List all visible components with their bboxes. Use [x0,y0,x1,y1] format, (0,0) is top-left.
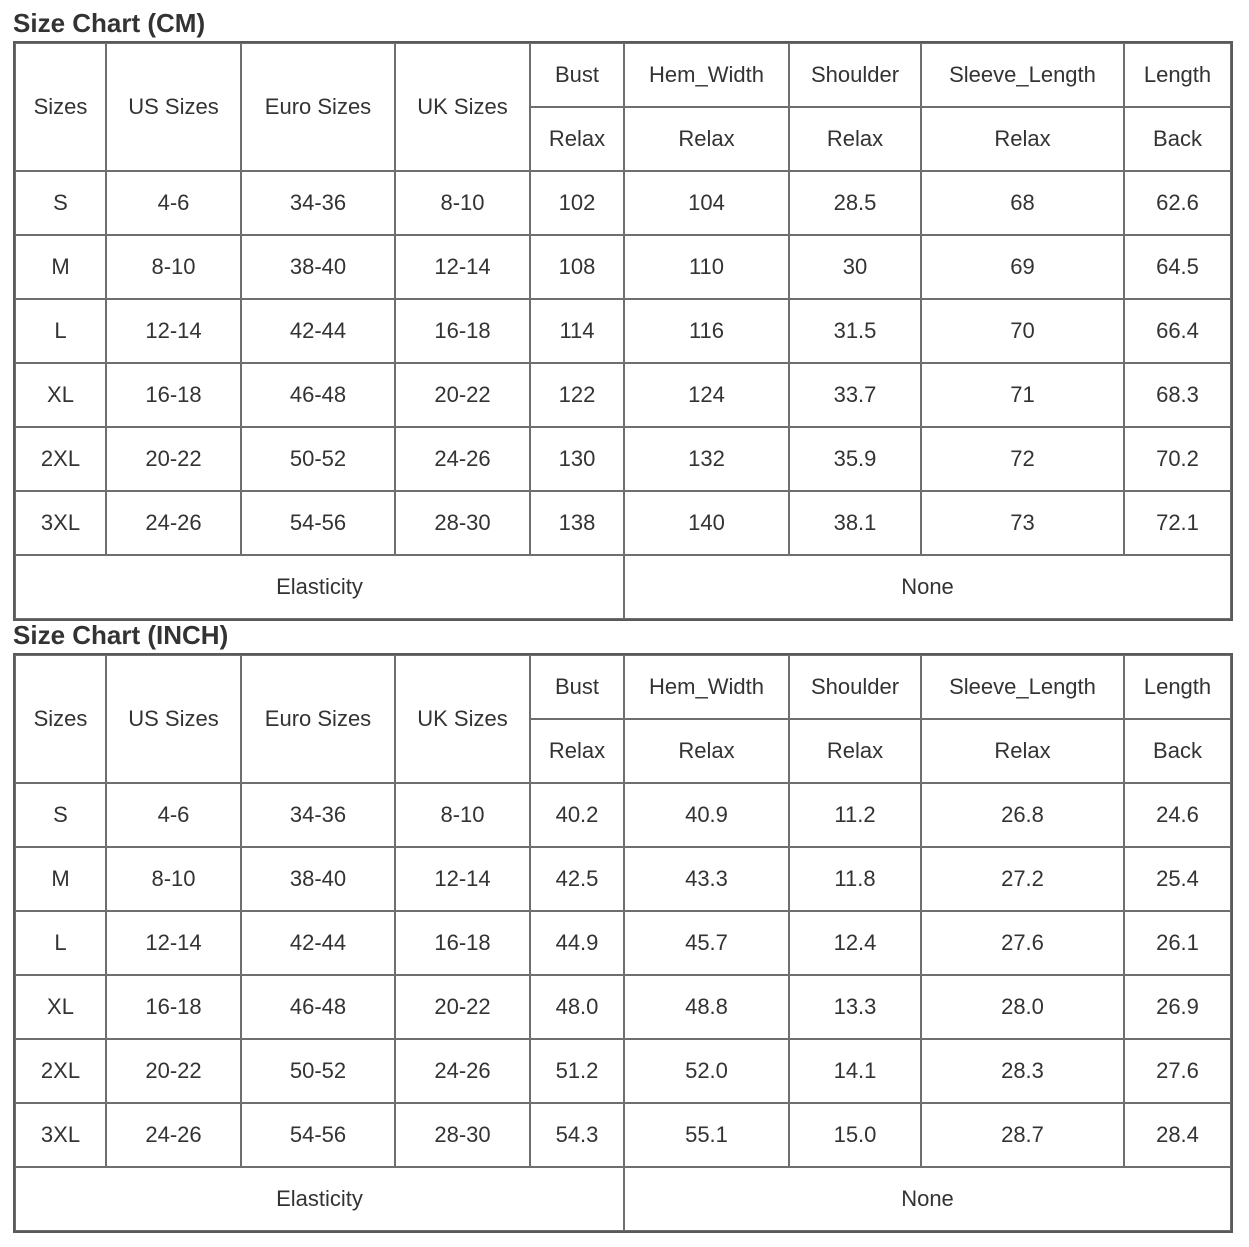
size-chart-cm-table [13,41,1233,621]
table-cell: 28.0 [921,975,1124,1039]
table-cell: 68 [921,171,1124,235]
table-cell: 8-10 [106,847,241,911]
size-chart-inch-table [13,653,1233,1233]
table-cell: 42.5 [530,847,624,911]
table-cell: 8-10 [395,783,530,847]
header-uk-sizes: UK Sizes [395,655,530,783]
table-cell: 50-52 [241,427,395,491]
table-cell: 69 [921,235,1124,299]
table-row [15,783,1231,847]
table-cell: 40.2 [530,783,624,847]
table-cell: 46-48 [241,975,395,1039]
table-cell: 138 [530,491,624,555]
header-shoulder: Shoulder [789,655,921,719]
table-cell: 124 [624,363,789,427]
table-cell: 40.9 [624,783,789,847]
table-cell: S [15,783,106,847]
table-cell: 20-22 [106,1039,241,1103]
table-cell: 71 [921,363,1124,427]
table-cell: 24-26 [395,1039,530,1103]
header-length: Length [1124,655,1231,719]
table-cell: 24-26 [106,491,241,555]
subheader-hem-width: Relax [624,107,789,171]
table-row [15,847,1231,911]
header-hem-width: Hem_Width [624,655,789,719]
table-cell: 11.2 [789,783,921,847]
table-cell: 62.6 [1124,171,1231,235]
table-cell: 34-36 [241,171,395,235]
table-cell: 72 [921,427,1124,491]
table-cell: 28-30 [395,491,530,555]
header-uk-sizes: UK Sizes [395,43,530,171]
subheader-shoulder: Relax [789,107,921,171]
table-cell: 12.4 [789,911,921,975]
table-row [15,911,1231,975]
subheader-hem-width: Relax [624,719,789,783]
header-sizes: Sizes [15,43,106,171]
table-cell: 20-22 [395,363,530,427]
table-cell: 132 [624,427,789,491]
table-cell: 27.6 [921,911,1124,975]
table-cell: L [15,911,106,975]
table-cell: 31.5 [789,299,921,363]
table-row [15,491,1231,555]
table-cell: 70.2 [1124,427,1231,491]
table-cell: 72.1 [1124,491,1231,555]
table-cell: 2XL [15,427,106,491]
table-cell: 12-14 [106,911,241,975]
elasticity-value: None [624,555,1231,619]
table-cell: L [15,299,106,363]
table-row [15,1039,1231,1103]
table-cell: 70 [921,299,1124,363]
table-cell: 13.3 [789,975,921,1039]
header-sizes: Sizes [15,655,106,783]
table-cell: 46-48 [241,363,395,427]
table-row [15,363,1231,427]
table-cell: 38-40 [241,847,395,911]
table-cell: 26.1 [1124,911,1231,975]
table-cell: 26.9 [1124,975,1231,1039]
table-cell: 24.6 [1124,783,1231,847]
header-us-sizes: US Sizes [106,655,241,783]
table-cell: 33.7 [789,363,921,427]
table-cell: 4-6 [106,783,241,847]
header-row [15,43,1231,107]
table-cell: 28.4 [1124,1103,1231,1167]
table-cell: 28.3 [921,1039,1124,1103]
table-cell: 25.4 [1124,847,1231,911]
table-cell: 54-56 [241,491,395,555]
table-cell: 11.8 [789,847,921,911]
table-cell: 73 [921,491,1124,555]
header-length: Length [1124,43,1231,107]
table-cell: 68.3 [1124,363,1231,427]
table-cell: 27.2 [921,847,1124,911]
subheader-sleeve-length: Relax [921,719,1124,783]
table-cell: 114 [530,299,624,363]
subheader-bust: Relax [530,107,624,171]
table-row [15,975,1231,1039]
table-cell: 48.0 [530,975,624,1039]
table-cell: 8-10 [395,171,530,235]
elasticity-row [15,555,1231,619]
elasticity-row [15,1167,1231,1231]
table-cell: S [15,171,106,235]
table-cell: 12-14 [106,299,241,363]
header-euro-sizes: Euro Sizes [241,655,395,783]
table-cell: 3XL [15,1103,106,1167]
table-cell: 52.0 [624,1039,789,1103]
table-cell: 4-6 [106,171,241,235]
table-cell: 3XL [15,491,106,555]
header-shoulder: Shoulder [789,43,921,107]
table-cell: 8-10 [106,235,241,299]
table-cell: 24-26 [106,1103,241,1167]
table-cell: 108 [530,235,624,299]
table-cell: 34-36 [241,783,395,847]
table-cell: 102 [530,171,624,235]
table-cell: 54.3 [530,1103,624,1167]
size-chart-cm-title: Size Chart (CM) [13,8,206,38]
subheader-length: Back [1124,719,1231,783]
subheader-sleeve-length: Relax [921,107,1124,171]
table-cell: 16-18 [395,911,530,975]
table-cell: 116 [624,299,789,363]
table-cell: 64.5 [1124,235,1231,299]
header-sleeve-length: Sleeve_Length [921,43,1124,107]
table-cell: 28.7 [921,1103,1124,1167]
table-row [15,299,1231,363]
table-cell: 16-18 [395,299,530,363]
subheader-bust: Relax [530,719,624,783]
table-cell: XL [15,975,106,1039]
table-cell: 110 [624,235,789,299]
table-cell: 28-30 [395,1103,530,1167]
table-cell: 50-52 [241,1039,395,1103]
table-cell: 27.6 [1124,1039,1231,1103]
header-hem-width: Hem_Width [624,43,789,107]
elasticity-label: Elasticity [15,1167,624,1231]
header-sleeve-length: Sleeve_Length [921,655,1124,719]
table-cell: 54-56 [241,1103,395,1167]
table-cell: 42-44 [241,299,395,363]
table-cell: 45.7 [624,911,789,975]
table-cell: 16-18 [106,363,241,427]
table-cell: 38-40 [241,235,395,299]
table-cell: 15.0 [789,1103,921,1167]
table-cell: 48.8 [624,975,789,1039]
table-cell: M [15,847,106,911]
table-row [15,427,1231,491]
table-cell: 122 [530,363,624,427]
table-row [15,1103,1231,1167]
table-cell: 104 [624,171,789,235]
table-cell: 12-14 [395,847,530,911]
table-cell: 51.2 [530,1039,624,1103]
table-cell: 140 [624,491,789,555]
header-euro-sizes: Euro Sizes [241,43,395,171]
table-cell: 24-26 [395,427,530,491]
size-chart-inch-title: Size Chart (INCH) [13,620,229,650]
elasticity-label: Elasticity [15,555,624,619]
table-cell: 43.3 [624,847,789,911]
table-row [15,171,1231,235]
table-cell: 14.1 [789,1039,921,1103]
elasticity-value: None [624,1167,1231,1231]
table-cell: 26.8 [921,783,1124,847]
table-cell: 12-14 [395,235,530,299]
table-cell: 30 [789,235,921,299]
table-cell: 55.1 [624,1103,789,1167]
table-cell: 20-22 [106,427,241,491]
table-cell: 2XL [15,1039,106,1103]
table-cell: 16-18 [106,975,241,1039]
header-row [15,655,1231,719]
header-bust: Bust [530,43,624,107]
subheader-shoulder: Relax [789,719,921,783]
table-cell: 42-44 [241,911,395,975]
table-cell: 35.9 [789,427,921,491]
header-us-sizes: US Sizes [106,43,241,171]
table-cell: 66.4 [1124,299,1231,363]
table-cell: 20-22 [395,975,530,1039]
table-cell: 28.5 [789,171,921,235]
header-bust: Bust [530,655,624,719]
table-cell: 38.1 [789,491,921,555]
table-row [15,235,1231,299]
table-cell: M [15,235,106,299]
table-cell: 44.9 [530,911,624,975]
subheader-length: Back [1124,107,1231,171]
table-cell: 130 [530,427,624,491]
table-cell: XL [15,363,106,427]
